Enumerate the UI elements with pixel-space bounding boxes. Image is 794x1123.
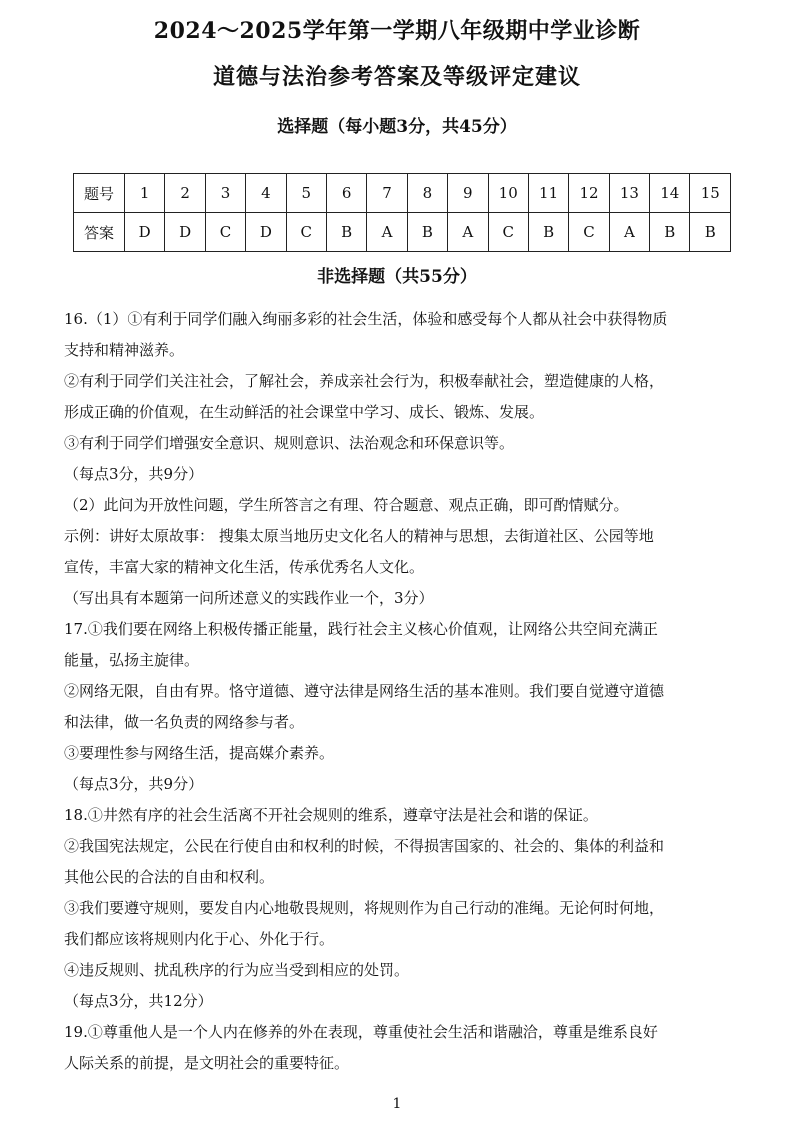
content-line: （每点3分，共12分）	[64, 992, 213, 1010]
answer-cell: C	[488, 213, 528, 252]
content-line: （每点3分，共9分）	[64, 465, 204, 483]
content-line: 示例：讲好太原故事： 搜集太原当地历史文化名人的精神与思想，去街道社区、公园等地	[64, 527, 654, 545]
question-number-cell: 11	[528, 174, 568, 213]
content-line: ②网络无限，自由有界。恪守道德、遵守法律是网络生活的基本准则。我们要自觉遵守道德	[64, 682, 665, 700]
nonchoice-section-heading: 非选择题（共55分）	[317, 267, 477, 287]
question-number-cell: 4	[246, 174, 286, 213]
answer-cell: A	[367, 213, 407, 252]
question-number-cell: 2	[165, 174, 205, 213]
content-line: 能量，弘扬主旋律。	[64, 651, 200, 669]
question-number-label: 题号	[74, 174, 125, 213]
answer-content	[64, 304, 736, 1079]
content-line: 19.①尊重他人是一个人内在修养的外在表现，尊重使社会生活和谐融洽，尊重是维系良好	[64, 1023, 658, 1041]
choice-section-heading: 选择题（每小题3分，共45分）	[277, 117, 517, 137]
answer-row	[74, 213, 731, 252]
content-line: 宣传，丰富大家的精神文化生活，传承优秀名人文化。	[64, 558, 425, 576]
answer-label: 答案	[74, 213, 125, 252]
content-line: 支持和精神滋养。	[64, 341, 185, 359]
content-line: 我们都应该将规则内化于心、外化于行。	[64, 930, 335, 948]
content-line: ③有利于同学们增强安全意识、规则意识、法治观念和环保意识等。	[64, 434, 515, 452]
question-number-cell: 8	[407, 174, 447, 213]
content-line: ④违反规则、扰乱秩序的行为应当受到相应的处罚。	[64, 961, 410, 979]
content-line: 人际关系的前提，是文明社会的重要特征。	[64, 1054, 350, 1072]
content-line: ②我国宪法规定，公民在行使自由和权利的时候，不得损害国家的、社会的、集体的利益和	[64, 837, 665, 855]
answer-cell: B	[690, 213, 731, 252]
question-number-cell: 12	[569, 174, 609, 213]
content-line: ③要理性参与网络生活，提高媒介素养。	[64, 744, 335, 762]
question-number-cell: 9	[448, 174, 488, 213]
page-number: 1	[392, 1096, 402, 1112]
content-line: 形成正确的价值观，在生动鲜活的社会课堂中学习、成长、锻炼、发展。	[64, 403, 545, 421]
document-title-line2: 道德与法治参考答案及等级评定建议	[212, 64, 581, 90]
document-title-line1: 2024～2025学年第一学期八年级期中学业诊断	[153, 18, 641, 44]
content-line: （2）此问为开放性问题，学生所答言之有理、符合题意、观点正确，即可酌情赋分。	[64, 496, 629, 514]
question-number-cell: 6	[326, 174, 366, 213]
question-number-cell: 5	[286, 174, 326, 213]
content-line: （写出具有本题第一问所述意义的实践作业一个，3分）	[64, 589, 434, 607]
content-line: ③我们要遵守规则，要发自内心地敬畏规则，将规则作为自己行动的准绳。无论何时何地，	[64, 899, 665, 917]
content-line: 和法律，做一名负责的网络参与者。	[64, 713, 305, 731]
answer-cell: B	[528, 213, 568, 252]
question-number-cell: 1	[125, 174, 165, 213]
answer-cell: B	[650, 213, 690, 252]
question-number-row	[74, 174, 731, 213]
answer-cell: C	[569, 213, 609, 252]
question-number-cell: 13	[609, 174, 649, 213]
content-line: 18.①井然有序的社会生活离不开社会规则的维系，遵章守法是社会和谐的保证。	[64, 806, 598, 824]
content-line: ②有利于同学们关注社会，了解社会，养成亲社会行为，积极奉献社会，塑造健康的人格，	[64, 372, 665, 390]
answer-cell: D	[165, 213, 205, 252]
content-line: （每点3分，共9分）	[64, 775, 204, 793]
answer-cell: A	[448, 213, 488, 252]
answer-cell: D	[125, 213, 165, 252]
content-line: 16.（1）①有利于同学们融入绚丽多彩的社会生活，体验和感受每个人都从社会中获得物质	[64, 310, 668, 328]
question-number-cell: 14	[650, 174, 690, 213]
answer-cell: B	[407, 213, 447, 252]
question-number-cell: 3	[205, 174, 245, 213]
answer-cell: A	[609, 213, 649, 252]
content-line: 其他公民的合法的自由和权利。	[64, 868, 275, 886]
answer-cell: C	[286, 213, 326, 252]
answer-cell: D	[246, 213, 286, 252]
answer-cell: B	[326, 213, 366, 252]
question-number-cell: 10	[488, 174, 528, 213]
content-line: 17.①我们要在网络上积极传播正能量，践行社会主义核心价值观，让网络公共空间充满正	[64, 620, 658, 638]
answer-cell: C	[205, 213, 245, 252]
question-number-cell: 15	[690, 174, 731, 213]
question-number-cell: 7	[367, 174, 407, 213]
answer-table	[73, 173, 731, 252]
